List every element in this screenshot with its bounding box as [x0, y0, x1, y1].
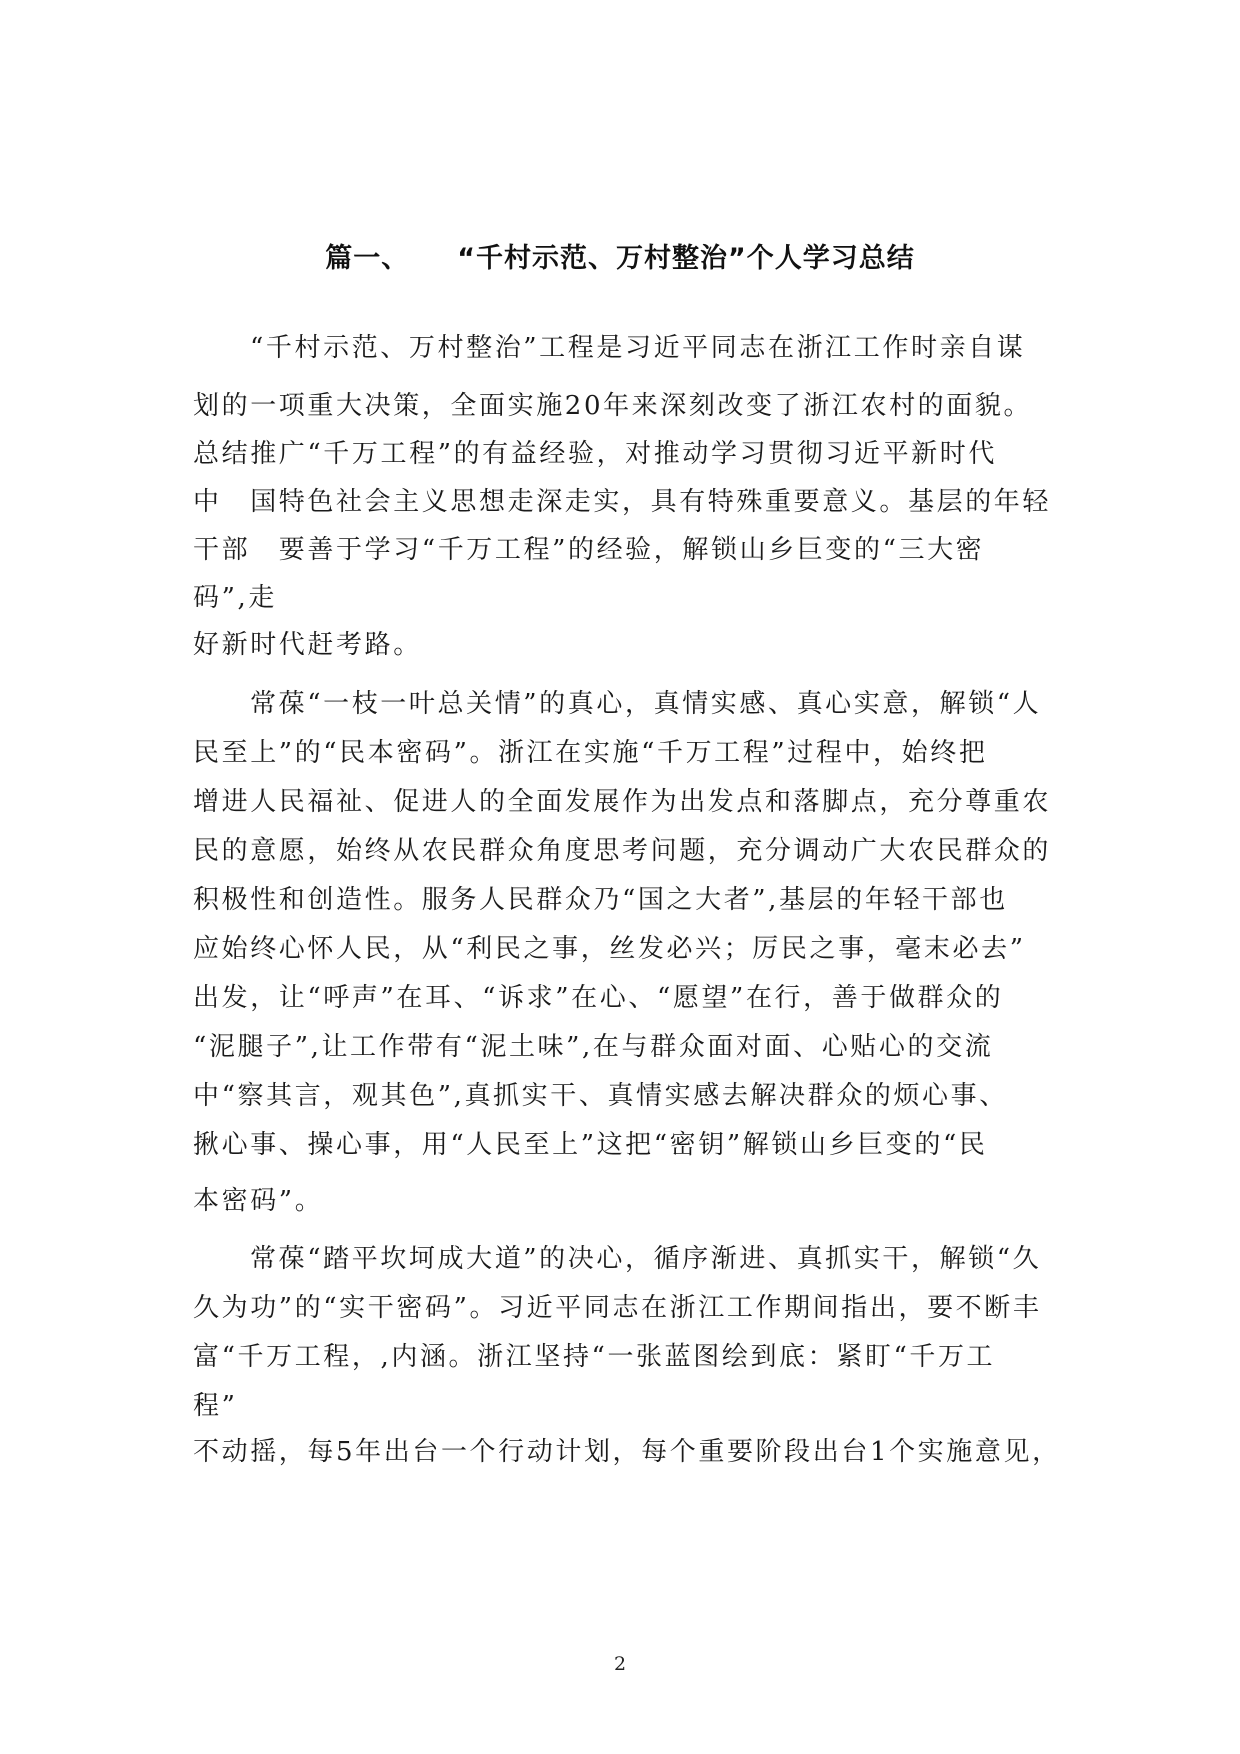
paragraph-line: 程” — [193, 1391, 238, 1421]
title-prefix: 篇一、 — [325, 243, 410, 274]
title-main: “千村示范、万村整治”个人学习总结 — [457, 243, 915, 274]
paragraph-line: 增进人民福祉、促进人的全面发展作为出发点和落脚点，充分尊重农 — [193, 787, 1052, 817]
paragraph-line: 码”,走 — [193, 583, 277, 613]
paragraph-line: 积极性和创造性。服务人民群众乃“国之大者”,基层的年轻干部也 — [193, 885, 1008, 915]
paragraph-line: 常葆“一枝一叶总关情”的真心，真情实感、真心实意，解锁“人 — [250, 689, 1042, 719]
paragraph-line: 划的一项重大决策，全面实施20年来深刻改变了浙江农村的面貌。 — [193, 391, 1033, 421]
paragraph-line: 久为功”的“实干密码”。习近平同志在浙江工作期间指出，要不断丰 — [193, 1293, 1042, 1323]
paragraph-line: 民的意愿，始终从农民群众角度思考问题，充分调动广大农民群众的 — [193, 836, 1052, 866]
paragraph-line: 揪心事、操心事，用“人民至上”这把“密钥”解锁山乡巨变的“民 — [193, 1130, 988, 1160]
paragraph-line: 常葆“踏平坎坷成大道”的决心，循序渐进、真抓实干，解锁“久 — [250, 1244, 1042, 1274]
paragraph-line: 不动摇，每5年出台一个行动计划，每个重要阶段出台1个实施意见， — [193, 1437, 1061, 1467]
paragraph-line: 干部 要善于学习“千万工程”的经验，解锁山乡巨变的“三大密 — [193, 535, 985, 565]
paragraph-line: “泥腿子”,让工作带有“泥土味”,在与群众面对面、心贴心的交流 — [193, 1032, 994, 1062]
paragraph-line: 应始终心怀人民，从“利民之事，丝发必兴；厉民之事，毫末必去” — [193, 934, 1026, 964]
paragraph-line: 民至上”的“民本密码”。浙江在实施“千万工程”过程中，始终把 — [193, 738, 988, 768]
paragraph-line: 出发，让“呼声”在耳、“诉求”在心、“愿望”在行，善于做群众的 — [193, 983, 1004, 1013]
paragraph-line: 中“察其言，观其色”,真抓实干、真情实感去解决群众的烦心事、 — [193, 1081, 1008, 1111]
paragraph-line: 富“千万工程，,内涵。浙江坚持“一张蓝图绘到底：紧盯“千万工 — [193, 1342, 996, 1372]
paragraph-line: 总结推广“千万工程”的有益经验，对推动学习贯彻习近平新时代 — [193, 439, 997, 469]
paragraph-line: 好新时代赶考路。 — [193, 630, 422, 660]
paragraph-line: 中 国特色社会主义思想走深走实，具有特殊重要意义。基层的年轻 — [193, 487, 1052, 517]
document-title — [0, 236, 1240, 275]
paragraph-line: 本密码”。 — [193, 1186, 324, 1216]
paragraph-line: “千村示范、万村整治”工程是习近平同志在浙江工作时亲自谋 — [250, 333, 1026, 363]
page-number: 2 — [613, 1653, 627, 1675]
